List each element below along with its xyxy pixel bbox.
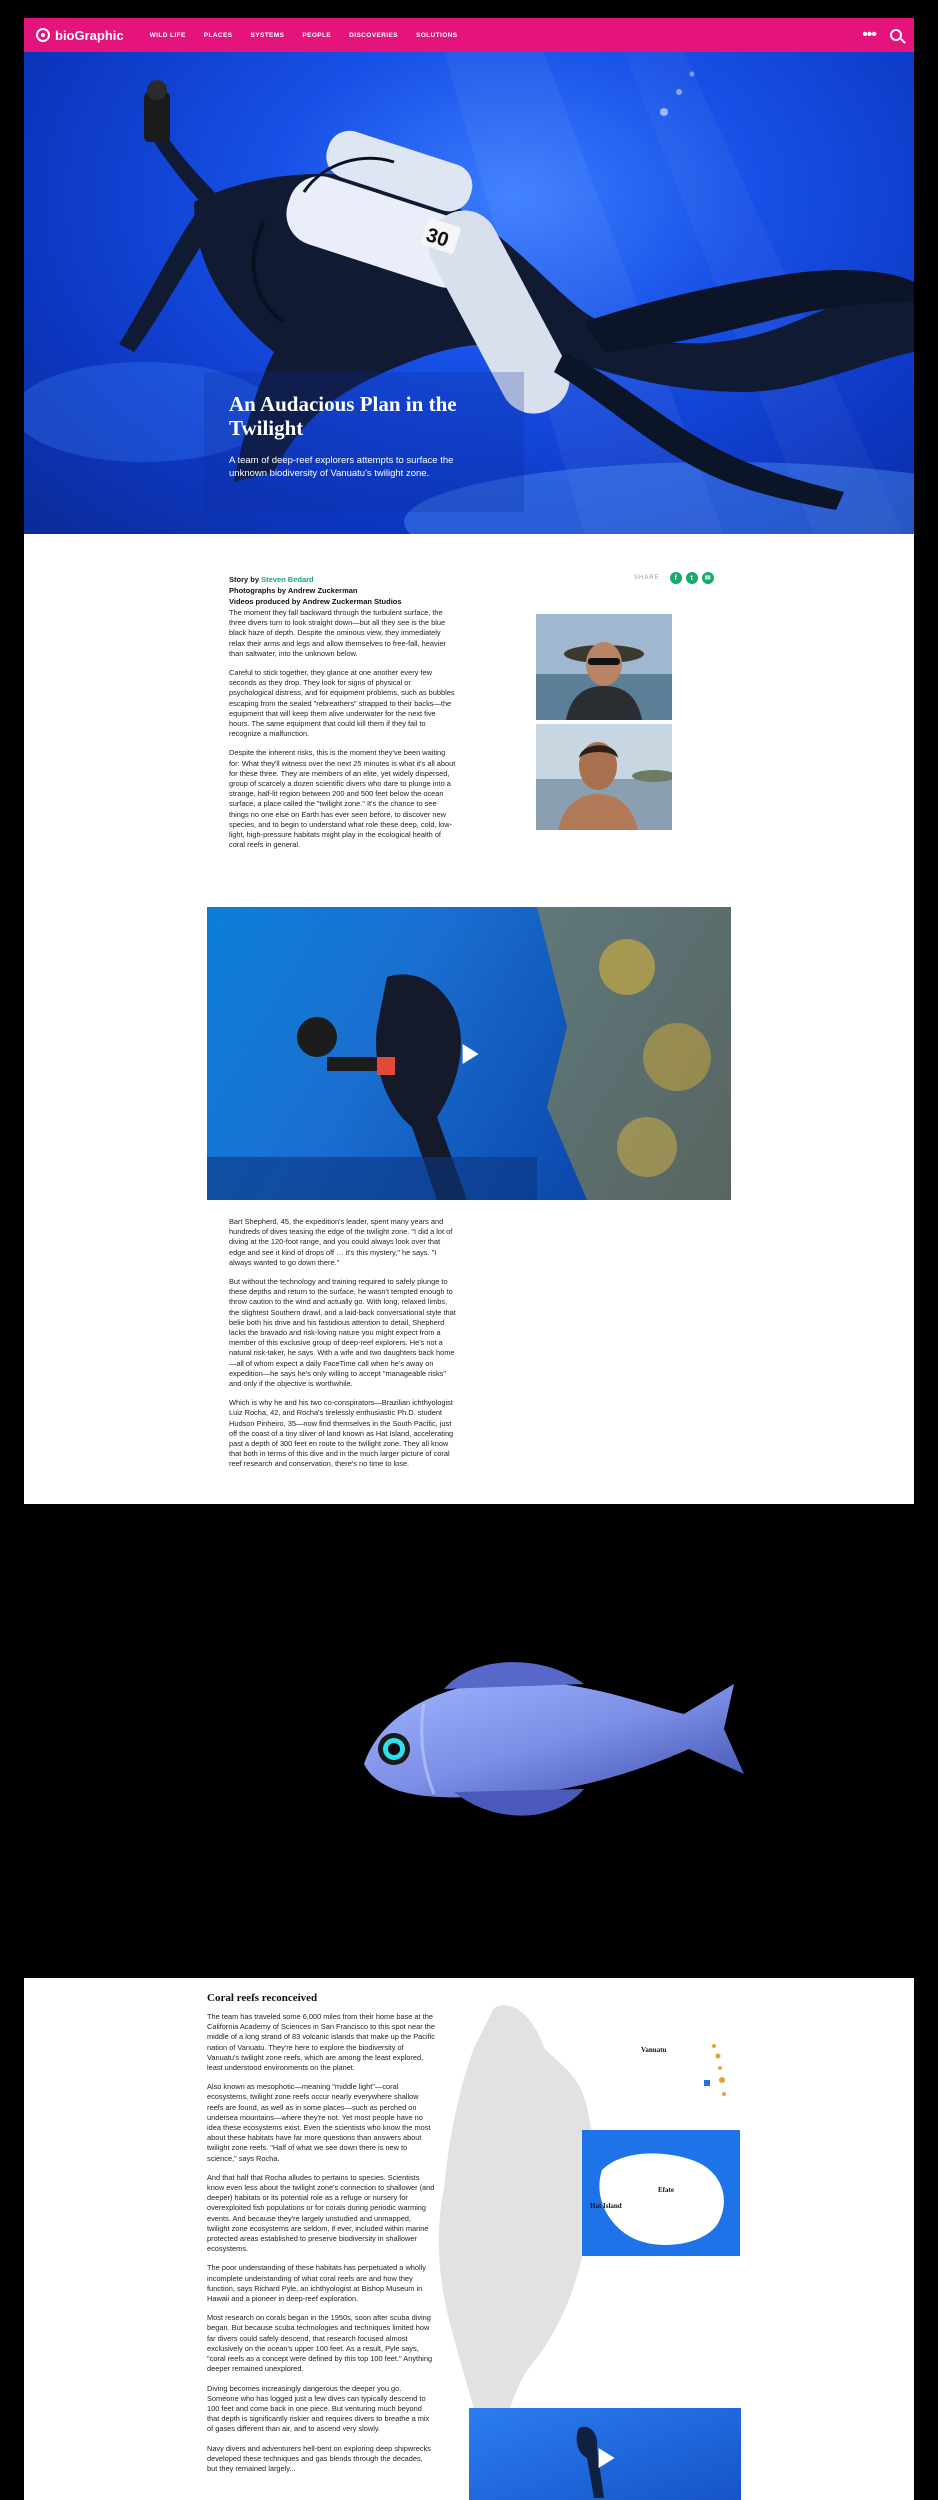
play-icon[interactable]: [599, 2448, 615, 2468]
author-link[interactable]: Steven Bedard: [261, 575, 314, 584]
paragraph: But without the technology and training required to safely plunge to these depths and return to the surface, he wasn't tempted enough to throw caution to the wind and actually go. With long, relaxed limbs, the slightest Southern drawl, and a laid-back conversational style that belie both his drive and his fastidious attention to detail, Shepherd lacks the bravado and risk-loving nature you might expect from a member of this exclusive group of deep-reef explorers. He's not a natural risk-taker, he says. With a wife and two daughters back home—all of whom expect a daily FaceTime call when he's away on expedition—he says he's only willing to accept "manageable risks" and only if the objective is worthwhile.: [229, 1277, 456, 1389]
paragraph: The poor understanding of these habitats has perpetuated a wholly incomplete understanding of what coral reefs are and how they function, says Richard Pyle, an ichthyologist at Bishop Museum in Hawaii and a pioneer in deep-reef exploration.: [207, 2263, 426, 2304]
paragraph: Bart Shepherd, 45, the expedition's leader, spent many years and hundreds of dives teasing the edge of the twilight zone. "I did a lot of diving at the 120-foot range, and you could always look over that edge and see it kind of drops off … it's this mystery," he says. "I always wanted to go down there.": [229, 1217, 453, 1267]
paragraph: Diving becomes increasingly dangerous the deeper you go. Someone who has logged just a few dives can typically descend to 100 feet and come back in one piece. But venturing much beyond that depth is significantly riskier and requires divers to breathe a mix of gases different than air, and to ascend very slowly.: [207, 2383, 430, 2434]
map-inset-efate: [582, 2130, 740, 2256]
nav-links: [150, 32, 458, 39]
paragraph: Despite the inherent risks, this is the moment they've been waiting for: What they'll witness over the next 25 minutes is what it's all about for these three. They are members of an elite, yet widely dispersed, group of scarcely a dozen scientific divers who dare to plunge into a strange, half-lit region between 200 and 500 feet below the ocean surface, a place called the "twilight zone." It's the chance to see things no one else on Earth has ever seen before, to discover new species, and to begin to understand what role these deep, cold, low-light, high-pressure habitats might play in the ecological health of coral reefs in general.: [229, 748, 456, 850]
section-title: Coral reefs reconceived: [207, 1992, 318, 2004]
second-text: [229, 1217, 457, 1479]
search-icon[interactable]: [890, 29, 902, 41]
paragraph: Most research on corals began in the 1950s, soon after scuba diving began. But because scuba technologies and techniques limited how far divers could safely descend, that research focused almost exclusively on the ocean's upper 100 feet. As a result, Pyle says, "coral reefs as a concept were defined by this top 100 feet." Anything deeper remained unexplored.: [207, 2313, 433, 2374]
nav-link-solutions[interactable]: SOLUTIONS: [415, 31, 458, 39]
logo-icon: [36, 28, 50, 42]
logo-text: bioGraphic: [55, 27, 124, 43]
vanuatu-islands: [702, 2040, 732, 2110]
map-label-efate: Efate: [658, 2186, 674, 2194]
top-nav: [24, 18, 914, 52]
tank-number: 30: [423, 224, 452, 252]
video-player-2[interactable]: [469, 2408, 741, 2500]
map-label-vanuatu: Vanuatu: [641, 2046, 667, 2054]
nav-link-places[interactable]: PLACES: [203, 31, 233, 39]
more-menu-icon[interactable]: •••: [862, 26, 876, 43]
coral-text: [207, 2012, 435, 2483]
nav-link-people[interactable]: PEOPLE: [302, 31, 332, 39]
map-label-hat-island: Hat Island: [590, 2202, 622, 2210]
byline-videos: Videos produced by Andrew Zuckerman Studios: [229, 597, 402, 606]
fish-photo: [24, 1504, 914, 1978]
paragraph: The moment they fall backward through the turbulent surface, the three divers turn to look straight down—but all they see is the blue black haze of depth. Despite the ominous view, they immediately relax their arms and legs and allow themselves to free-fall, heavier than saltwater, into the unknown below.: [229, 608, 446, 658]
site-logo[interactable]: [36, 28, 124, 43]
article-title: An Audacious Plan in the Twilight: [229, 392, 457, 440]
paragraph: Careful to stick together, they glance at one another every few seconds as they drop. They look for signs of physical or psychological distress, and for equipment problems, such as bubbles escaping from the sealed "rebreathers" strapped to their backs—the equipment that will keep them alive underwater for the next five hours. The same equipment that could kill them if they fail to recognize a malfunction.: [229, 668, 455, 739]
twitter-share-icon[interactable]: t: [686, 572, 698, 584]
paragraph: Navy divers and adventurers hell-bent on exploring deep shipwrecks developed these techniques and gas blends through the decades, but they remained largely...: [207, 2443, 431, 2473]
nav-actions: [862, 27, 902, 43]
article-body: [24, 534, 914, 1504]
hero-banner: [24, 52, 914, 534]
coral-section: [24, 1978, 914, 2500]
email-share-icon[interactable]: ✉: [702, 572, 714, 584]
portrait-photo-1: [536, 614, 672, 720]
facebook-share-icon[interactable]: f: [670, 572, 682, 584]
fish-photo-section: [24, 1504, 914, 1978]
map-australia: [434, 1998, 604, 2468]
share-label: SHARE: [634, 575, 660, 581]
paragraph: And that half that Rocha alludes to pertains to species. Scientists know even less about the twilight zone's connection to shallower (and deeper) habitats or its potential role as a refuge or nursery for overexploited fish populations or for corals during periodic warming events. And because they're largely unstudied and unmapped, twilight zone ecosystems are seldom, if ever, included within marine protected areas established to preserve biodiversity in shallower ecosystems.: [207, 2172, 435, 2254]
paragraph: Which is why he and his two co-conspirators—Brazilian ichthyologist Luiz Rocha, 42, and Rocha's tirelessly enthusiastic Ph.D. student Hudson Pinheiro, 35—now find themselves in the South Pacific, just off the coast of a tiny sliver of land known as Hat Island, accelerating past a depth of 300 feet en route to the twilight zone. They all know that both in terms of this dive and in the much larger picture of coral reef research and conservation, there's no time to lose.: [229, 1398, 454, 1469]
byline-story-prefix: Story by: [229, 575, 260, 584]
share-bar: [634, 572, 714, 584]
paragraph: Also known as mesophotic—meaning "middle light"—coral ecosystems, twilight zone reefs occur nearly everywhere shallow reefs are found, as well as in some places—such as perched on undersea mountains—where they're not. Yet most people have no idea these ecosystems exist. Even the scientists who know the most about these habitats have far more questions than answers about twilight zone reefs. "Half of what we see down there is new to science," says Rocha.: [207, 2082, 431, 2163]
byline: [229, 574, 402, 607]
play-icon[interactable]: [463, 1044, 479, 1064]
paragraph: The team has traveled some 6,000 miles from their home base at the California Academy of Sciences in San Francisco to this spot near the middle of a long strand of 83 volcanic islands that make up the Pacific nation of Vanuatu. They're here to explore the biodiversity of Vanuatu's twilight zone reefs, which are among the least explored, least understood environments on the planet.: [207, 2012, 436, 2073]
portrait-photo-2: [536, 724, 672, 830]
nav-link-wild-life[interactable]: WILD LIFE: [149, 31, 186, 39]
intro-text: [229, 608, 457, 859]
nav-link-discoveries[interactable]: DISCOVERIES: [349, 31, 398, 39]
byline-photos: Photographs by Andrew Zuckerman: [229, 586, 358, 595]
video-player[interactable]: [207, 907, 731, 1200]
nav-link-systems[interactable]: SYSTEMS: [250, 31, 285, 39]
article-subtitle: A team of deep-reef explorers attempts to surface the unknown biodiversity of Vanuatu's twilight zone.: [229, 455, 454, 479]
page-frame: [24, 18, 914, 2500]
